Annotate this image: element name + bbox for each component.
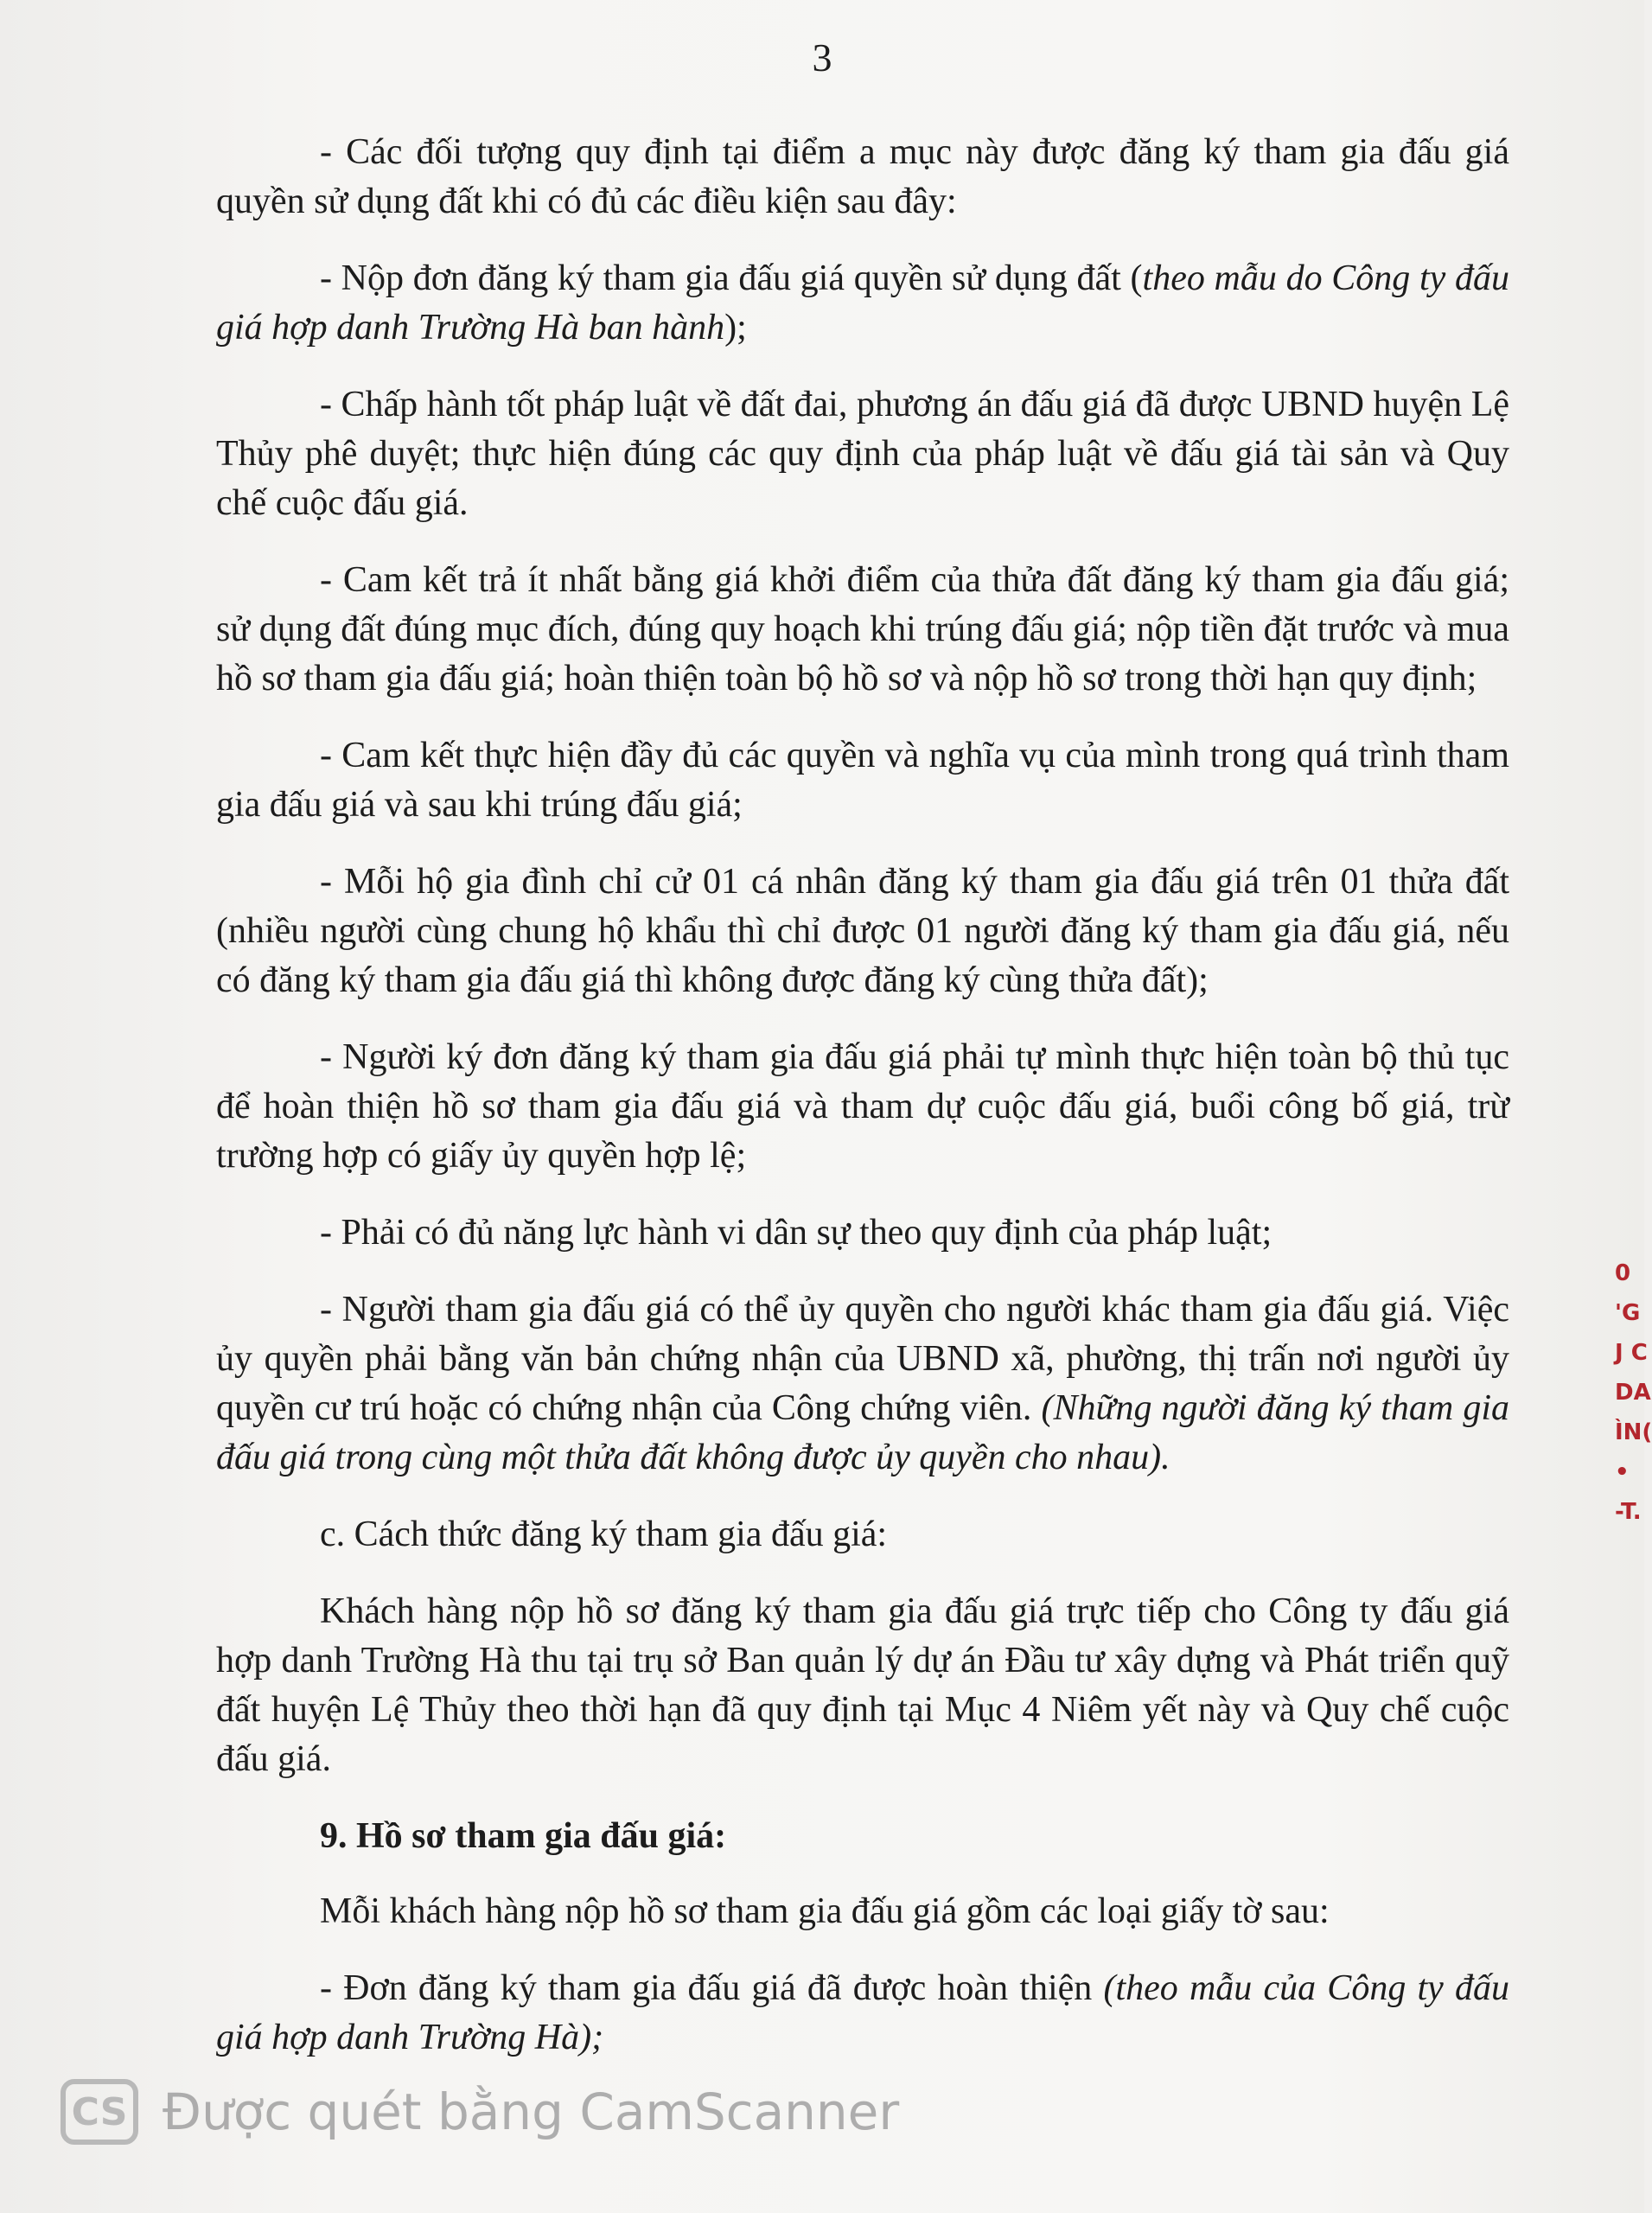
stamp-text: 0	[1615, 1260, 1631, 1286]
italic-text: (Những người đăng ký tham gia đấu giá trong cùng một thửa đất không được ủy quyền cho nhau).	[216, 1388, 1509, 1477]
paragraph	[216, 1587, 1509, 1784]
text-run: - Nộp đơn đăng ký tham gia đấu giá quyền sử dụng đất (	[320, 258, 1143, 298]
camscanner-logo-icon: CS	[61, 2079, 138, 2145]
text-run: - Chấp hành tốt pháp luật về đất đai, phương án đấu giá đã được UBND huyện Lệ Thủy phê duyệt; thực hiện đúng các quy định của pháp luật về đấu giá tài sản và Quy chế cuộc đấu giá.	[216, 385, 1509, 523]
paragraph	[216, 380, 1509, 528]
stamp-text: 'G	[1615, 1300, 1641, 1326]
text-run: );	[724, 308, 747, 348]
stamp-text: DA	[1615, 1380, 1651, 1406]
watermark-text: Được quét bằng CamScanner	[163, 2082, 900, 2141]
camscanner-watermark	[61, 2079, 899, 2145]
paragraph	[216, 1285, 1509, 1483]
paragraph	[216, 556, 1509, 704]
stamp-text: -T.	[1615, 1499, 1642, 1525]
text-run: - Mỗi hộ gia đình chỉ cử 01 cá nhân đăng ký tham gia đấu giá trên 01 thửa đất (nhiều người cùng chung hộ khẩu thì chỉ được 01 người đăng ký tham gia đấu giá, nếu có đăng ký tham gia đấu giá thì không được đăng ký cùng thửa đất);	[216, 862, 1509, 1000]
document-body	[216, 128, 1509, 2090]
italic-text: theo mẫu do Công ty đấu giá hợp danh Trường Hà ban hành	[216, 258, 1509, 348]
text-run: - Đơn đăng ký tham gia đấu giá đã được hoàn thiện	[320, 1968, 1104, 2008]
paragraph	[216, 1033, 1509, 1181]
text-run: - Người ký đơn đăng ký tham gia đấu giá phải tự mình thực hiện toàn bộ thủ tục để hoàn thiện hồ sơ tham gia đấu giá và tham dự cuộc đấu giá, buổi công bố giá, trừ trường hợp có giấy ủy quyền hợp lệ;	[216, 1037, 1509, 1176]
paragraph	[216, 1964, 1509, 2063]
section-heading	[216, 1812, 1509, 1861]
text-run: - Cam kết trả ít nhất bằng giá khởi điểm của thửa đất đăng ký tham gia đấu giá; sử dụng đất đúng mục đích, đúng quy hoạch khi trúng đấu giá; nộp tiền đặt trước và mua hồ sơ tham gia đấu giá; hoàn thiện toàn bộ hồ sơ và nộp hồ sơ trong thời hạn quy định;	[216, 560, 1509, 698]
text-run: - Phải có đủ năng lực hành vi dân sự theo quy định của pháp luật;	[320, 1213, 1272, 1253]
paragraph	[216, 858, 1509, 1005]
stamp-text: •	[1615, 1459, 1630, 1485]
text-run: Khách hàng nộp hồ sơ đăng ký tham gia đấu giá trực tiếp cho Công ty đấu giá hợp danh Trường Hà thu tại trụ sở Ban quản lý dự án Đầu tư xây dựng và Phát triển quỹ đất huyện Lệ Thủy theo thời hạn đã quy định tại Mục 4 Niêm yết này và Quy chế cuộc đấu giá.	[216, 1591, 1509, 1779]
text-run: c. Cách thức đăng ký tham gia đấu giá:	[320, 1515, 888, 1554]
text-run: 9. Hồ sơ tham gia đấu giá:	[320, 1816, 727, 1856]
text-run: - Người tham gia đấu giá có thể ủy quyền cho người khác tham gia đấu giá. Việc ủy quyền phải bằng văn bản chứng nhận của UBND xã, phường, thị trấn nơi người ủy quyền cư trú hoặc có chứng nhận của Công chứng viên.	[216, 1290, 1509, 1428]
page-number: 3	[812, 35, 832, 80]
paragraph	[216, 1510, 1509, 1559]
stamp-text: J C	[1615, 1340, 1648, 1366]
italic-text: (theo mẫu của Công ty đấu giá hợp danh Trường Hà);	[216, 1968, 1509, 2057]
red-stamp-fragment	[1615, 1253, 1652, 1539]
paragraph	[216, 731, 1509, 830]
paragraph	[216, 1209, 1509, 1258]
paragraph	[216, 254, 1509, 353]
text-run: - Cam kết thực hiện đầy đủ các quyền và nghĩa vụ của mình trong quá trình tham gia đấu giá và sau khi trúng đấu giá;	[216, 736, 1509, 825]
stamp-text: ÌN(	[1615, 1419, 1652, 1445]
paragraph	[216, 128, 1509, 226]
paragraph	[216, 1887, 1509, 1936]
text-run: Mỗi khách hàng nộp hồ sơ tham gia đấu giá gồm các loại giấy tờ sau:	[320, 1891, 1330, 1931]
text-run: - Các đối tượng quy định tại điểm a mục này được đăng ký tham gia đấu giá quyền sử dụng đất khi có đủ các điều kiện sau đây:	[216, 132, 1509, 221]
